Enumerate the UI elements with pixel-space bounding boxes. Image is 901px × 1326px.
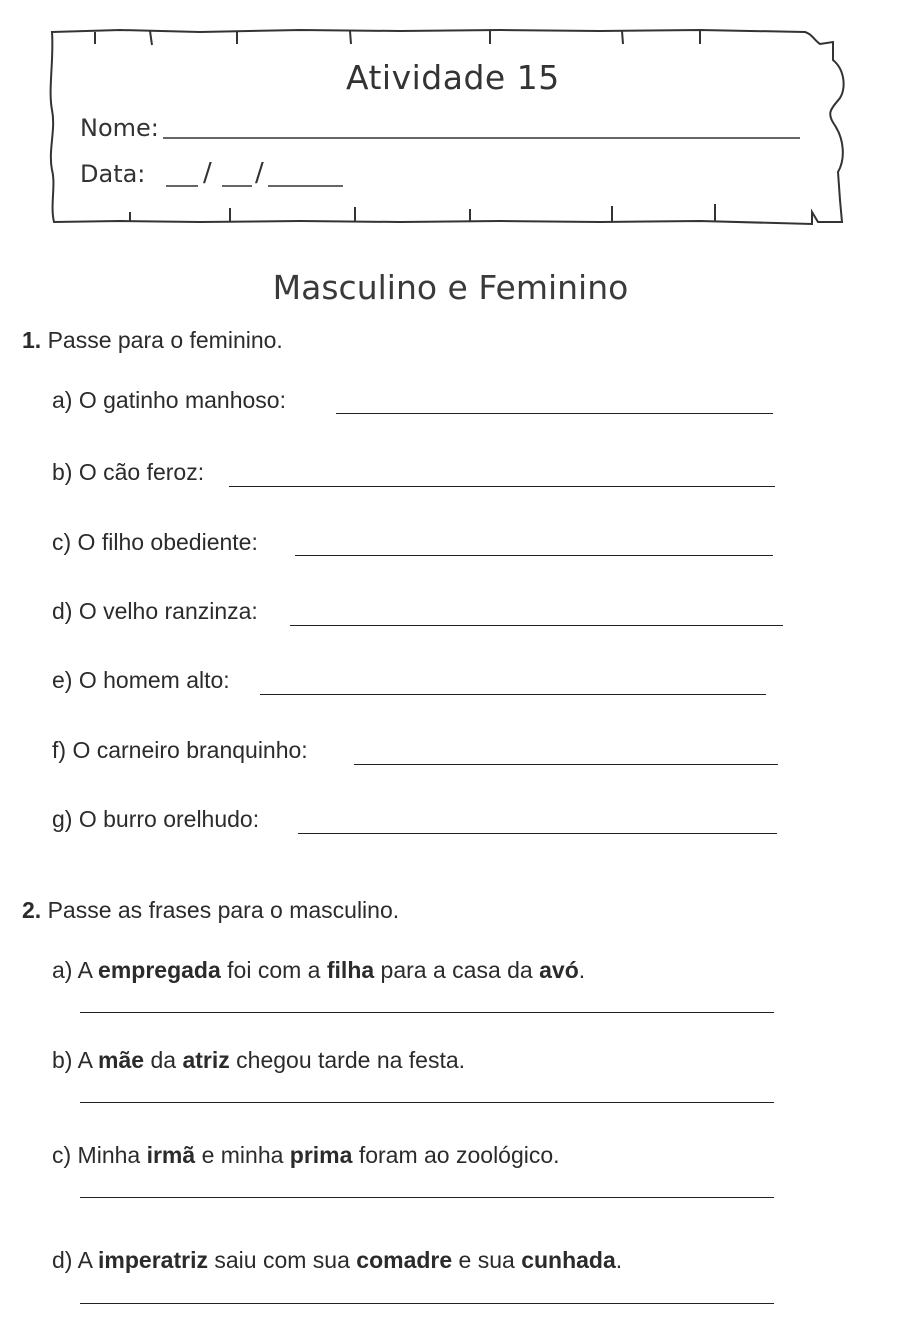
q1-item: b) O cão feroz: xyxy=(52,459,205,485)
answer-line[interactable] xyxy=(298,833,777,834)
answer-line[interactable] xyxy=(80,1012,774,1013)
q1-item: f) O carneiro branquinho: xyxy=(52,737,308,763)
answer-line[interactable] xyxy=(260,694,766,695)
activity-title: Atividade 15 xyxy=(346,58,560,97)
q1-item: a) O gatinho manhoso: xyxy=(52,387,286,413)
answer-line[interactable] xyxy=(80,1102,774,1103)
q1-item: c) O filho obediente: xyxy=(52,529,258,555)
answer-line[interactable] xyxy=(295,555,773,556)
q2-item: a) A empregada foi com a filha para a casa da avó. xyxy=(52,957,586,983)
answer-line[interactable] xyxy=(354,764,778,765)
question-number: 1. xyxy=(22,327,42,353)
date-separator: / xyxy=(255,158,264,188)
q1-item: e) O homem alto: xyxy=(52,667,230,693)
q1-item: d) O velho ranzinza: xyxy=(52,598,258,624)
question-number: 2. xyxy=(22,897,42,923)
date-label: Data: xyxy=(80,160,146,188)
answer-line[interactable] xyxy=(80,1197,774,1198)
question-prompt: Passe para o feminino. xyxy=(47,327,283,353)
q1-item: g) O burro orelhudo: xyxy=(52,806,260,832)
question-2 xyxy=(22,897,399,924)
q2-item: c) Minha irmã e minha prima foram ao zoológico. xyxy=(52,1142,560,1168)
question-prompt: Passe as frases para o masculino. xyxy=(47,897,400,923)
q2-item: b) A mãe da atriz chegou tarde na festa. xyxy=(52,1047,466,1073)
answer-line[interactable] xyxy=(336,413,773,414)
name-label: Nome: xyxy=(80,114,159,142)
question-1 xyxy=(22,327,283,354)
date-separator: / xyxy=(203,158,212,188)
q2-item: d) A imperatriz saiu com sua comadre e sua cunhada. xyxy=(52,1247,623,1273)
answer-line[interactable] xyxy=(80,1303,774,1304)
answer-line[interactable] xyxy=(229,486,775,487)
answer-line[interactable] xyxy=(290,625,783,626)
page-title: Masculino e Feminino xyxy=(272,268,629,307)
